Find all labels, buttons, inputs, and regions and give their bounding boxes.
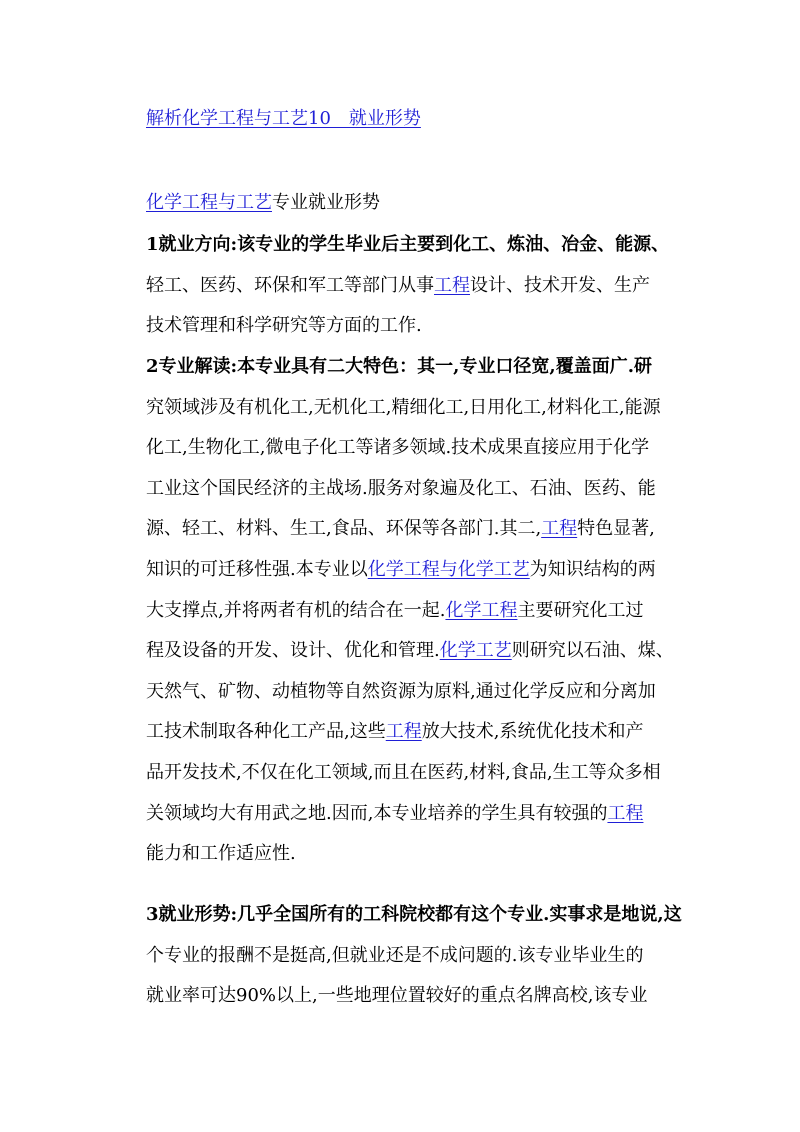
section-major-interpretation xyxy=(146,347,674,875)
text-line xyxy=(146,509,674,550)
text-line: 1就业方向:该专业的学生毕业后主要到化工、炼油、冶金、能源、 xyxy=(146,234,670,255)
section-employment-direction xyxy=(146,225,669,347)
text-span: 特色显著, xyxy=(577,518,655,540)
section-employment-situation xyxy=(146,895,682,1017)
text-line: 个专业的报酬不是挺高,但就业还是不成问题的.该专业毕业生的 xyxy=(146,944,644,966)
text-span: 轻工、医药、环保和军工等部门从事 xyxy=(146,274,434,296)
text-line xyxy=(146,266,669,307)
text-line: 工业这个国民经济的主战场.服务对象遍及化工、石油、医药、能 xyxy=(146,477,656,499)
text-line xyxy=(146,631,674,672)
text-line xyxy=(146,794,674,835)
text-span: 工技术制取各种化工产品,这些 xyxy=(146,721,386,743)
text-line: 就业率可达90%以上,一些地理位置较好的重点名牌高校,该专业 xyxy=(146,985,648,1007)
link-chemical-engineering-and-technology[interactable]: 化学工程与化学工艺 xyxy=(367,558,530,580)
link-engineering[interactable]: 工程 xyxy=(434,274,470,296)
text-span: 关领域均大有用武之地.因而,本专业培养的学生具有较强的 xyxy=(146,802,608,824)
text-line xyxy=(146,712,674,753)
text-span: 放大技术,系统优化技术和产 xyxy=(421,721,644,743)
text-line: 2专业解读:本专业具有二大特色：其一,专业口径宽,覆盖面广.研 xyxy=(146,356,652,377)
text-span: 则研究以石油、煤、 xyxy=(511,640,674,662)
text-line: 化工,生物化工,微电子化工等诸多领域.技术成果直接应用于化学 xyxy=(146,437,650,459)
text-span: 设计、技术开发、生产 xyxy=(470,274,650,296)
text-line: 3就业形势:几乎全国所有的工科院校都有这个专业.实事求是地说,这 xyxy=(146,904,682,925)
link-engineering[interactable]: 工程 xyxy=(385,721,422,743)
text-span: 程及设备的开发、设计、优化和管理. xyxy=(146,640,440,662)
text-line: 天然气、矿物、动植物等自然资源为原料,通过化学反应和分离加 xyxy=(146,680,656,702)
text-span: 大支撑点,并将两者有机的结合在一起. xyxy=(146,599,446,621)
link-chemical-technology[interactable]: 化学工艺 xyxy=(439,640,512,662)
link-chemical-engineering[interactable]: 化学工程 xyxy=(445,599,518,621)
text-line xyxy=(146,591,674,632)
link-engineering[interactable]: 工程 xyxy=(541,518,578,540)
text-span: 源、轻工、材料、生工,食品、环保等各部门.其二, xyxy=(146,518,542,540)
subtitle-link[interactable]: 化学工程与工艺 xyxy=(146,192,272,213)
text-span: 知识的可迁移性强.本专业以 xyxy=(146,558,368,580)
link-engineering[interactable]: 工程 xyxy=(607,802,644,824)
text-line: 究领域涉及有机化工,无机化工,精细化工,日用化工,材料化工,能源 xyxy=(146,396,661,418)
text-line: 品开发技术,不仅在化工领域,而且在医药,材料,食品,生工等众多相 xyxy=(146,761,661,783)
text-line: 技术管理和科学研究等方面的工作. xyxy=(146,315,422,337)
document-subtitle xyxy=(146,190,380,216)
text-line xyxy=(146,550,674,591)
text-span: 主要研究化工过 xyxy=(517,599,644,621)
title-link[interactable]: 解析化学工程与工艺10 就业形势 xyxy=(146,108,421,129)
text-span: 为知识结构的两 xyxy=(529,558,656,580)
text-line: 能力和工作适应性. xyxy=(146,843,296,865)
subtitle-text: 专业就业形势 xyxy=(272,192,380,213)
document-title xyxy=(146,106,421,132)
